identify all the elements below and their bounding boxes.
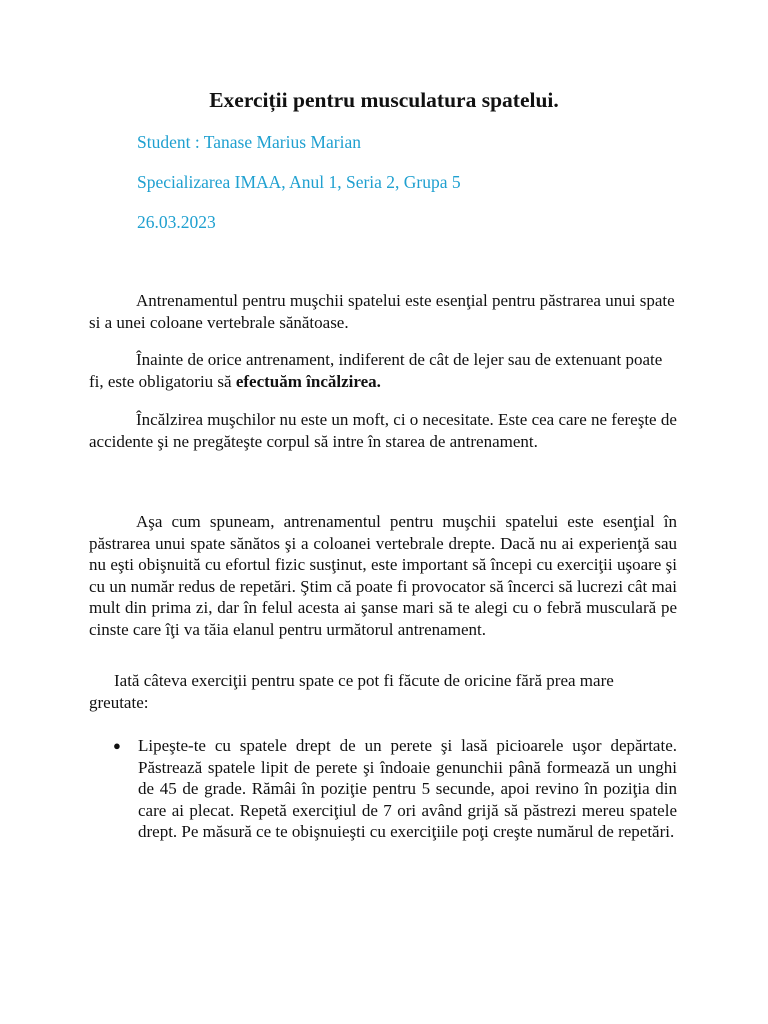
list-item-text: Lipeşte-te cu spatele drept de un perete şi lasă picioarele uşor depărtate. Păstrează spatele lipit de perete şi îndoaie genunchii până formează un unghi de 45 de grade. Rămâi în poziţie pentru 5 secunde, apoi revino în poziţia din care ai plecat. Repetă exerciţiul de 7 ori având grijă să păstrezi mereu spatele drept. Pe măsură ce te obişnuieşti cu exerciţiile poţi creşte numărul de repetări. bbox=[138, 736, 677, 841]
paragraph-warmup bbox=[89, 349, 677, 392]
paragraph-intro-text: Antrenamentul pentru muşchii spatelui este esenţial pentru păstrarea unui spate si a unei coloane vertebrale sănătoase. bbox=[89, 291, 675, 332]
paragraph-intro bbox=[89, 290, 677, 333]
student-name: Student : Tanase Marius Marian bbox=[137, 132, 361, 152]
list-item bbox=[111, 735, 677, 843]
paragraph-exercises-intro bbox=[89, 670, 677, 713]
paragraph-experience bbox=[89, 511, 677, 640]
document-title: Exerciții pentru musculatura spatelui. bbox=[209, 88, 559, 112]
exercise-list bbox=[111, 735, 677, 843]
paragraph-experience-text: Aşa cum spuneam, antrenamentul pentru muşchii spatelui este esenţial în păstrarea unui spate sănătos şi a coloanei vertebrale drepte. Dacă nu ai experienţă sau nu eşti obişnuită cu efortul fizic susţinut, este important să începi cu exerciţii uşoare şi cu un număr redus de repetări. Ştim că poate fi provocator să încerci să lucrezi cât mai mult din prima zi, dar în felul acesta ai şanse mari să te alegi cu o febră musculară pe cinste care îţi va tăia elanul pentru următorul antrenament. bbox=[89, 512, 677, 639]
document-date: 26.03.2023 bbox=[137, 212, 216, 232]
specialization-info: Specializarea IMAA, Anul 1, Seria 2, Grupa 5 bbox=[137, 172, 461, 192]
paragraph-necessity bbox=[89, 409, 677, 452]
paragraph-warmup-bold: efectuăm încălzirea. bbox=[235, 371, 381, 391]
paragraph-exercises-intro-text: Iată câteva exerciţii pentru spate ce pot fi făcute de oricine fără prea mare greutate: bbox=[89, 671, 614, 712]
paragraph-necessity-text: Încălzirea muşchilor nu este un moft, ci o necesitate. Este cea care ne fereşte de accidente şi ne pregăteşte corpul să intre în starea de antrenament. bbox=[89, 410, 677, 451]
bullet-icon: ● bbox=[113, 738, 121, 753]
paragraph-warmup-text: Înainte de orice antrenament, indiferent de cât de lejer sau de extenuant poate fi, este obligatoriu să bbox=[89, 350, 663, 391]
